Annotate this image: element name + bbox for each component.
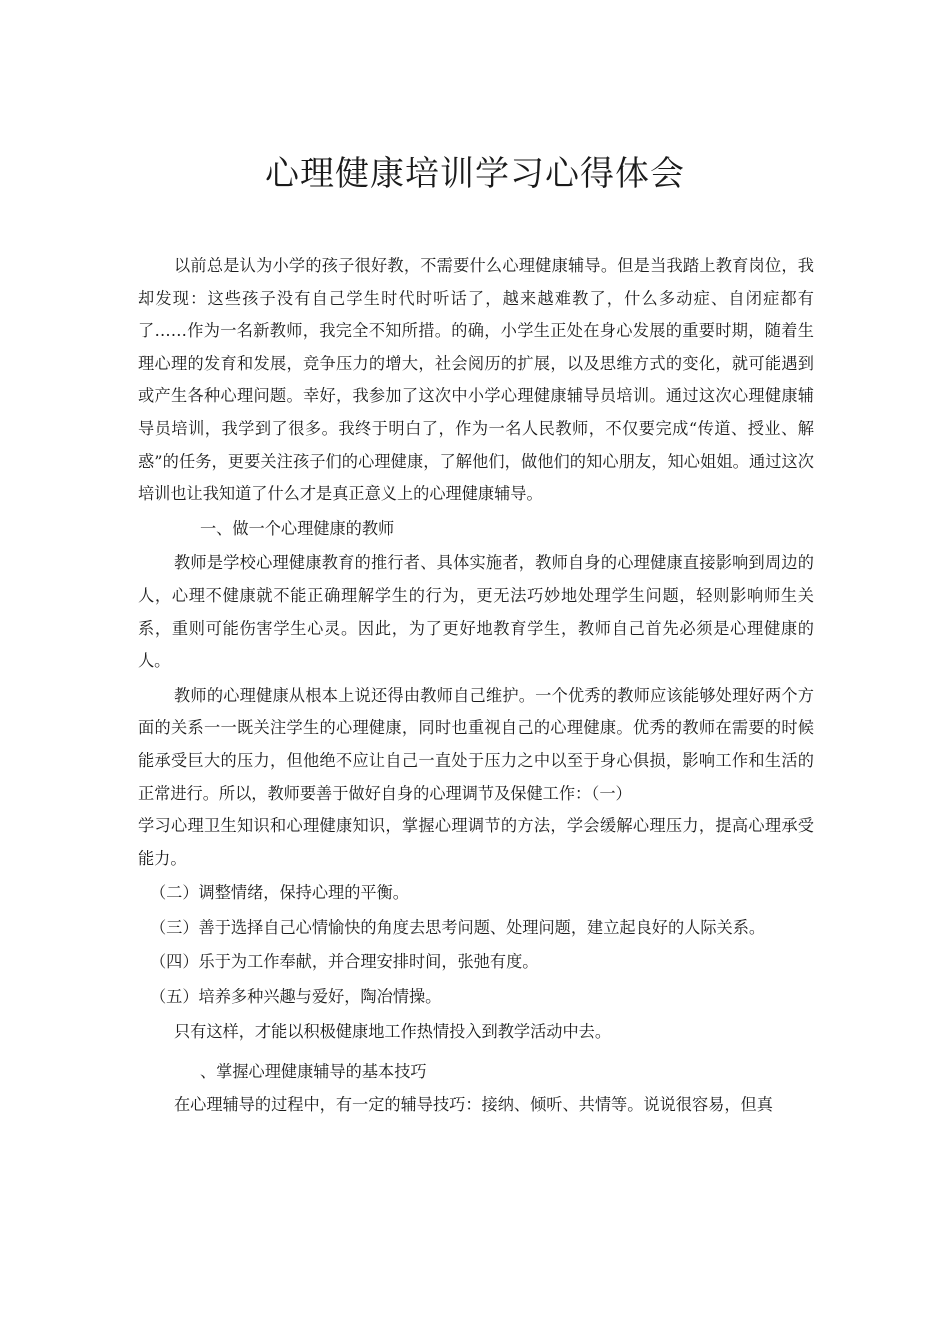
section-2-heading: 、掌握心理健康辅导的基本技巧 xyxy=(200,1062,427,1082)
section-2-paragraph-1: 在心理辅导的过程中，有一定的辅导技巧：接纳、倾听、共情等。说说很容易，但真 xyxy=(174,1094,773,1114)
document-body xyxy=(138,250,814,1121)
intro-paragraph: 以前总是认为小学的孩子很好教，不需要什么心理健康辅导。但是当我踏上教育岗位，我却发现：这些孩子没有自己学生时代时听话了，越来越难教了，什么多动症、自闭症都有了……作为一名新教师，我完全不知所措。的确，小学生正处在身心发展的重要时期，随着生理心理的发育和发展，竞争压力的增大，社会阅历的扩展，以及思维方式的变化，就可能遇到或产生各种心理问题。幸好，我参加了这次中小学心理健康辅导员培训。通过这次心理健康辅导员培训，我学到了很多。我终于明白了，作为一名人民教师，不仅要完成“传道、授业、解惑”的任务，更要关注孩子们的心理健康，了解他们，做他们的知心朋友，知心姐姐。通过这次培训也让我知道了什么才是真正意义上的心理健康辅导。 xyxy=(138,256,814,504)
section-1-paragraph-3: 学习心理卫生知识和心理健康知识，掌握心理调节的方法，学会缓解心理压力，提高心理承受能力。 xyxy=(138,816,814,868)
list-item: （五）培养多种兴趣与爱好，陶冶情操。 xyxy=(150,987,442,1007)
document-title: 心理健康培训学习心得体会 xyxy=(265,154,685,194)
section-1-paragraph-1: 教师是学校心理健康教育的推行者、具体实施者，教师自身的心理健康直接影响到周边的人，心理不健康就不能正确理解学生的行为，更无法巧妙地处理学生问题，轻则影响师生关系，重则可能伤害学生心灵。因此，为了更好地教育学生，教师自己首先必须是心理健康的人。 xyxy=(138,553,814,671)
list-item: （二）调整情绪，保持心理的平衡。 xyxy=(150,883,409,903)
list-item: （三）善于选择自己心情愉快的角度去思考问题、处理问题，建立起良好的人际关系。 xyxy=(150,917,766,937)
section-1-paragraph-2: 教师的心理健康从根本上说还得由教师自己维护。一个优秀的教师应该能够处理好两个方面的关系一一既关注学生的心理健康，同时也重视自己的心理健康。优秀的教师在需要的时候能承受巨大的压力，但他绝不应让自己一直处于压力之中以至于身心俱损，影响工作和生活的正常进行。所以，教师要善于做好自身的心理调节及保健工作：（一） xyxy=(138,685,814,803)
section-1-heading: 一、做一个心理健康的教师 xyxy=(200,518,395,538)
section-1-conclusion: 只有这样，才能以积极健康地工作热情投入到教学活动中去。 xyxy=(174,1021,612,1041)
list-item: （四）乐于为工作奉献，并合理安排时间，张弛有度。 xyxy=(150,952,539,972)
